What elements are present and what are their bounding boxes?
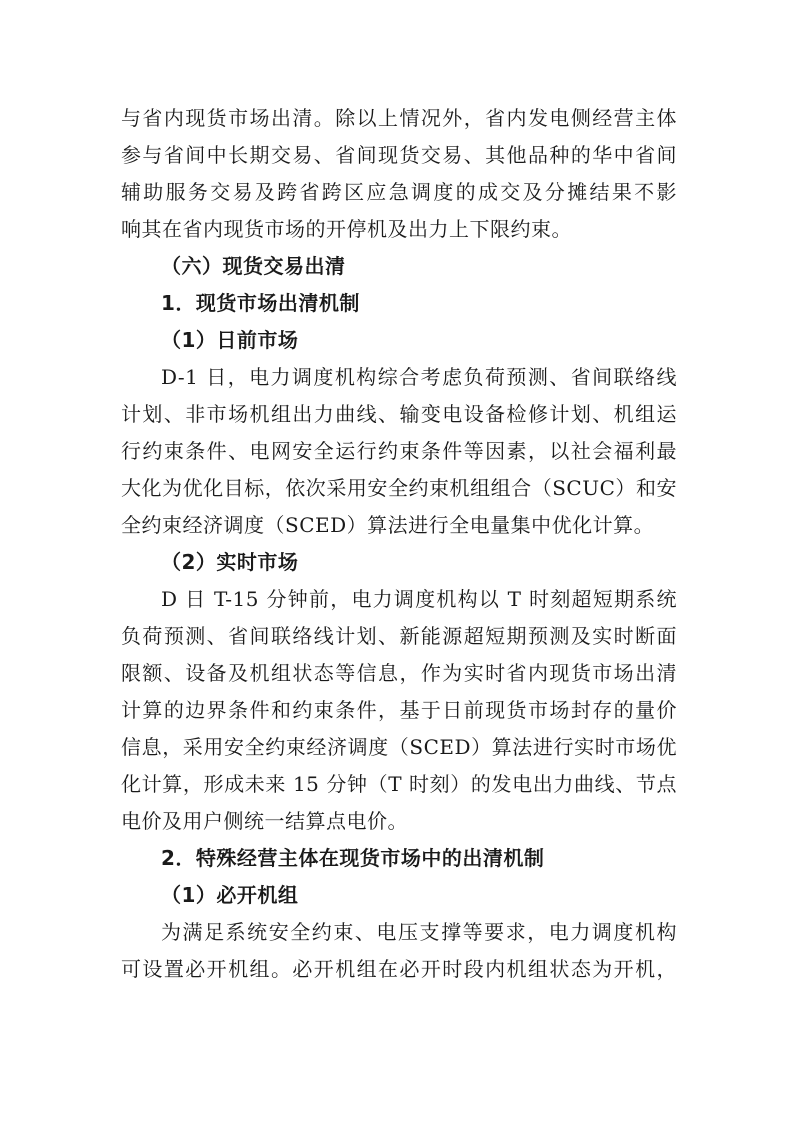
text-line: 信息，采用安全约束经济调度（SCED）算法进行实时市场优 <box>121 735 677 759</box>
text-line: 计划、非市场机组出力曲线、输变电设备检修计划、机组运 <box>121 402 677 426</box>
subsection-heading-special-entities: 2．特殊经营主体在现货市场中的出清机制 <box>161 846 545 870</box>
paragraph-day-ahead <box>121 359 677 544</box>
item-heading-day-ahead-market: （1）日前市场 <box>161 328 299 352</box>
text-line: 全约束经济调度（SCED）算法进行全电量集中优化计算。 <box>121 513 655 537</box>
text-line: 参与省间中长期交易、省间现货交易、其他品种的华中省间 <box>121 143 677 167</box>
text-line: 与省内现货市场出清。除以上情况外，省内发电侧经营主体 <box>121 106 677 130</box>
text-line: 限额、设备及机组状态等信息，作为实时省内现货市场出清 <box>121 661 677 685</box>
subsection-heading-clearing-mechanism: 1．现货市场出清机制 <box>161 291 360 315</box>
text-line: 可设置必开机组。必开机组在必开时段内机组状态为开机， <box>121 957 677 981</box>
section-heading-spot-clearing: （六）现货交易出清 <box>161 254 346 278</box>
text-line: 化计算，形成未来 15 分钟（T 时刻）的发电出力曲线、节点 <box>121 772 677 796</box>
document-page <box>121 100 677 988</box>
item-heading-must-run-units: （1）必开机组 <box>161 883 299 907</box>
paragraph-real-time <box>121 581 677 840</box>
text-line: 响其在省内现货市场的开停机及出力上下限约束。 <box>121 217 572 241</box>
text-line: 计算的边界条件和约束条件，基于日前现货市场封存的量价 <box>121 698 677 722</box>
text-line: 为满足系统安全约束、电压支撑等要求，电力调度机构 <box>161 920 677 944</box>
text-line: 大化为优化目标，依次采用安全约束机组组合（SCUC）和安 <box>121 476 677 500</box>
text-line: D-1 日，电力调度机构综合考虑负荷预测、省间联络线 <box>161 365 677 389</box>
text-line: D 日 T-15 分钟前，电力调度机构以 T 时刻超短期系统 <box>161 587 677 611</box>
text-line: 辅助服务交易及跨省跨区应急调度的成交及分摊结果不影 <box>121 180 677 204</box>
text-line: 行约束条件、电网安全运行约束条件等因素，以社会福利最 <box>121 439 677 463</box>
text-line: 电价及用户侧统一结算点电价。 <box>121 809 408 833</box>
paragraph-must-run <box>121 914 677 988</box>
paragraph-market-participation <box>121 100 677 248</box>
text-line: 负荷预测、省间联络线计划、新能源超短期预测及实时断面 <box>121 624 677 648</box>
item-heading-real-time-market: （2）实时市场 <box>161 550 299 574</box>
